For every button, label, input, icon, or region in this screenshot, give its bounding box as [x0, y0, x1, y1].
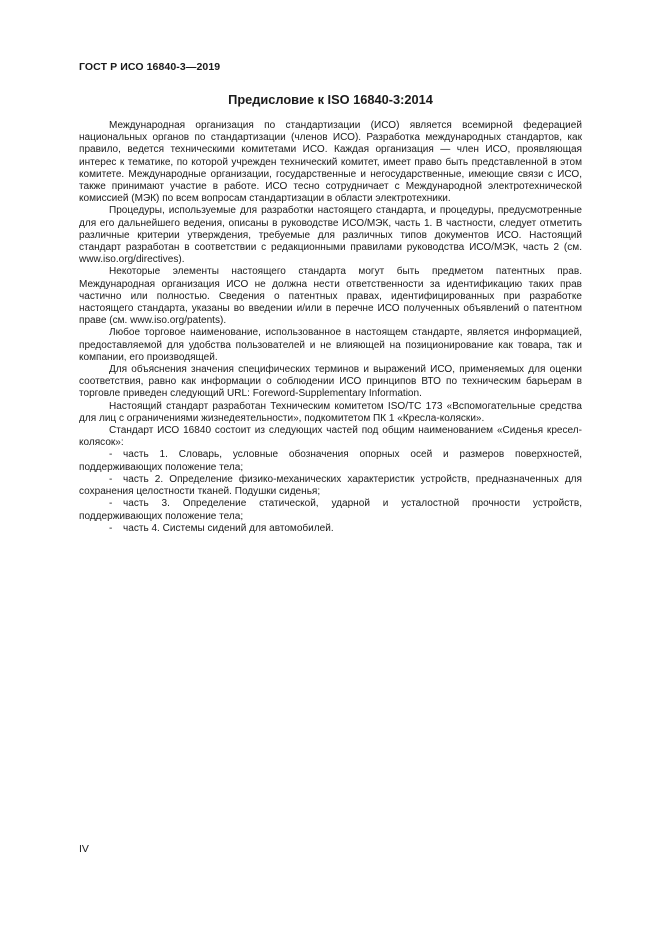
document-header: ГОСТ Р ИСО 16840-3—2019 — [79, 61, 221, 73]
paragraph: Настоящий стандарт разработан Техническим комитетом ISO/TC 173 «Вспомогательные средства для лиц с ограничениями жизнедеятельности», подкомитетом ПК 1 «Кресла-коляски». — [79, 400, 582, 424]
list-item — [79, 523, 582, 535]
list-item-text: часть 4. Системы сидений для автомобилей. — [123, 522, 334, 534]
list-item — [79, 449, 582, 473]
paragraph: Для объяснения значения специфических терминов и выражений ИСО, применяемых для оценки соответствия, равно как информации о соблюдении ИСО принципов ВТО по техническим барьерам в торговле приведен следующий URL: Foreword-Supplementary Information. — [79, 364, 582, 400]
list-item — [79, 498, 582, 522]
list-item-text: часть 2. Определение физико-механических характеристик устройств, предназначенных для сохранения целостности тканей. Подушки сиденья; — [79, 473, 582, 498]
list-item-text: часть 3. Определение статической, ударной и усталостной прочности устройств, поддерживающих положение тела; — [79, 498, 582, 522]
list-dash: - — [109, 473, 113, 485]
list-item — [79, 474, 582, 498]
list-dash: - — [109, 522, 113, 534]
section-title: Предисловие к ISO 16840-3:2014 — [228, 92, 433, 107]
list-dash: - — [109, 498, 113, 510]
paragraph: Процедуры, используемые для разработки настоящего стандарта, и процедуры, предусмотренные для его дальнейшего ведения, описаны в руководстве ИСО/МЭК, часть 1. В частности, следует отметить различные критерии утверждения, требуемые для различных типов документов ИСО. Настоящий стандарт разработан в соответствии с редакционными правилами руководства ИСО/МЭК, часть 2 (см. www.iso.org/directives). — [79, 205, 582, 266]
paragraph: Международная организация по стандартизации (ИСО) является всемирной федерацией национальных органов по стандартизации (членов ИСО). Разработка международных стандартов, как правило, ведется техническими комитетами ИСО. Каждая организация — член ИСО, проявляющая интерес к тематике, по которой учрежден технический комитет, имеет право быть представленной в этом комитете. Международные организации, государственные и негосударственные, имеющие связи с ИСО, также принимают участие в работе. ИСО тесно сотрудничает с Международной электротехнической комиссией (МЭК) по всем вопросам стандартизации в области электротехники. — [79, 120, 582, 205]
paragraph: Стандарт ИСО 16840 состоит из следующих частей под общим наименованием «Сиденья кресел-колясок»: — [79, 425, 582, 449]
paragraph: Любое торговое наименование, использованное в настоящем стандарте, является информацией, предоставляемой для удобства пользователей и не влияющей на позиционирование как товара, так и компании, его производящей. — [79, 327, 582, 363]
document-body — [79, 120, 582, 535]
list-item-text: часть 1. Словарь, условные обозначения опорных осей и размеров поверхностей, поддерживающих положение тела; — [79, 449, 582, 473]
paragraph: Некоторые элементы настоящего стандарта могут быть предметом патентных прав. Международная организация ИСО не должна нести ответственности за идентификацию таких прав частично или полностью. Сведения о патентных правах, идентифицированных при разработке настоящего стандарта, указаны во введении и/или в перечне ИСО полученных объявлений о патентном праве (см. www.iso.org/patents). — [79, 266, 582, 327]
list-dash: - — [109, 449, 113, 461]
page-number: IV — [79, 843, 89, 855]
